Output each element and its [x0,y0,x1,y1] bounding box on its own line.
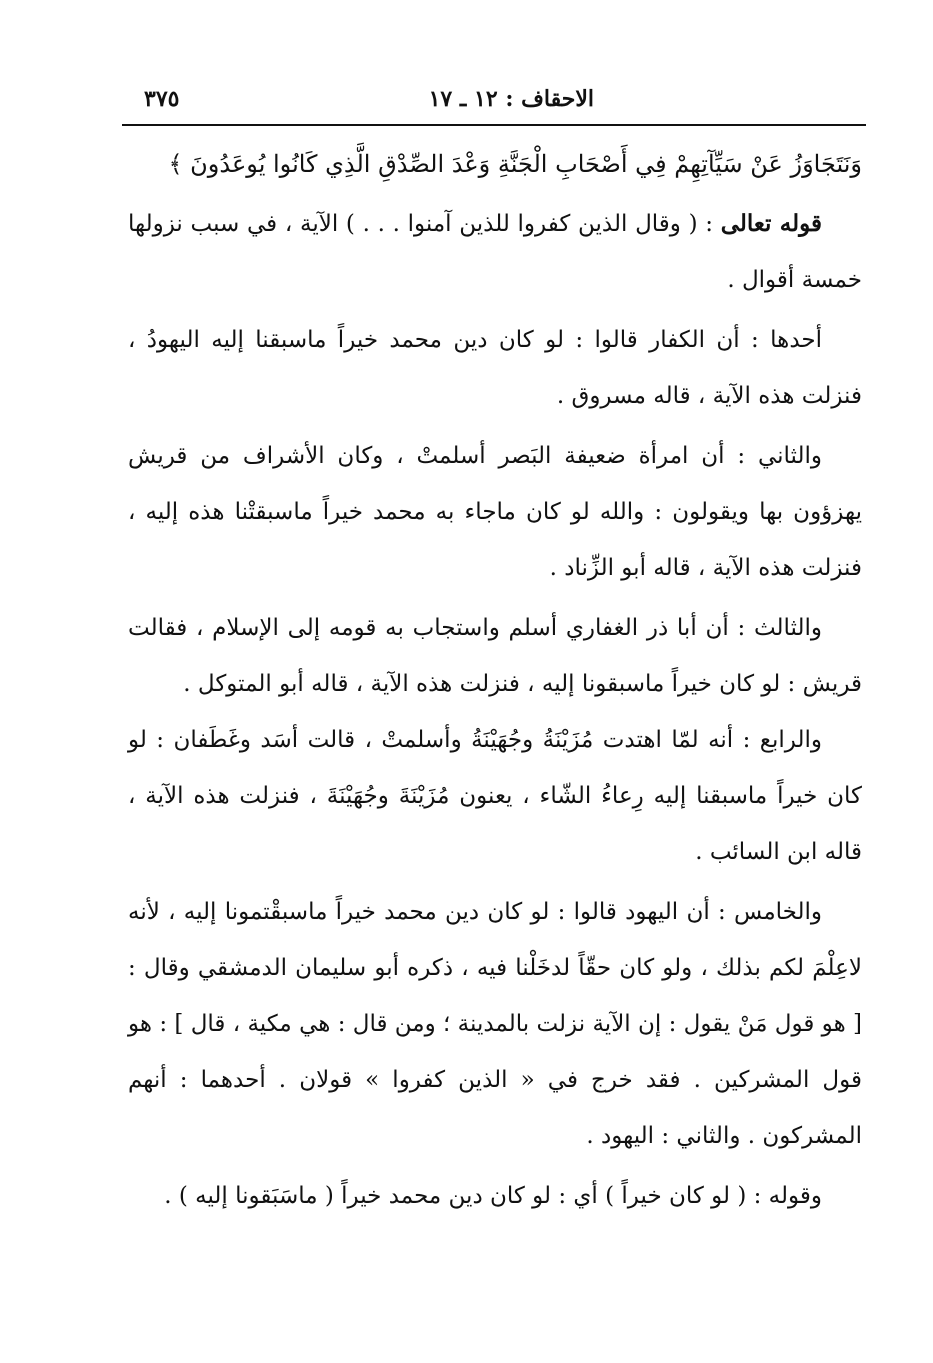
first-opinion: أحدها : أن الكفار قالوا : لو كان دين محمد خيراً ماسبقنا إليه اليهودُ ، فنزلت هذه الآية ، قاله مسروق . [128,327,862,409]
closing-line: وقوله : ( لو كان خيراً ) أي : لو كان دين محمد خيراً ( ماسَبَقونا إليه ) . [164,1183,822,1209]
commentary-lead: قوله تعالى [720,210,823,237]
verse-text: وَنَتَجَاوَزُ عَنْ سَيِّآتِهِمْ فِي أَصْحَابِ الْجَنَّةِ وَعْدَ الصِّدْقِ الَّذِي كَانُوا يُوعَدُونَ ﴾ [168,150,862,178]
header-rule [122,124,866,126]
commentary-intro [128,196,862,308]
page-header [122,86,864,120]
page-body [128,136,862,1224]
fifth-opinion: والخامس : أن اليهود قالوا : لو كان دين محمد خيراً ماسبقْتمونا إليه ، لأنه لاعِلْمَ لكم بذلك ، ولو كان حقّاً لدخَلْنا فيه ، ذكره أبو سليمان الدمشقي وقال : [ هو قول مَنْ يقول : إن الآية نزلت بالمدينة ؛ ومن قال : هي مكية ، قال ] : هو قول المشركين . فقد خرج في « الذين كفروا » قولان . أحدهما : أنهم المشركون . والثاني : اليهود . [128,899,862,1149]
page-number: ٣٧٥ [144,86,180,112]
running-title: الاحقاف : ١٢ ـ ١٧ [428,86,594,112]
third-opinion: والثالث : أن أبا ذر الغفاري أسلم واستجاب به قومه إلى الإسلام ، فقالت قريش : لو كان خيراً ماسبقونا إليه ، فنزلت هذه الآية ، قاله أبو المتوكل . [128,615,862,697]
second-opinion: والثاني : أن امرأة ضعيفة البَصر أسلمتْ ، وكان الأشراف من قريش يهزؤون بها ويقولون : والله لو كان ماجاء به محمد خيراً ماسبقتْنا هذه إليه ، فنزلت هذه الآية ، قاله أبو الزِّناد . [128,443,862,581]
fourth-opinion: والرابع : أنه لمّا اهتدت مُزَيْنَةُ وجُهَيْنَةُ وأسلمتْ ، قالت أسَد وغَطَفان : لو كان خيراً ماسبقنا إليه رِعاءُ الشّاء ، يعنون مُزَيْنَةَ وجُهَيْنَةَ ، فنزلت هذه الآية ، قاله ابن السائب . [128,727,862,865]
commentary-intro-text: : ( وقال الذين كفروا للذين آمنوا . . . ) الآية ، في سبب نزولها خمسة أقوال . [128,211,862,293]
